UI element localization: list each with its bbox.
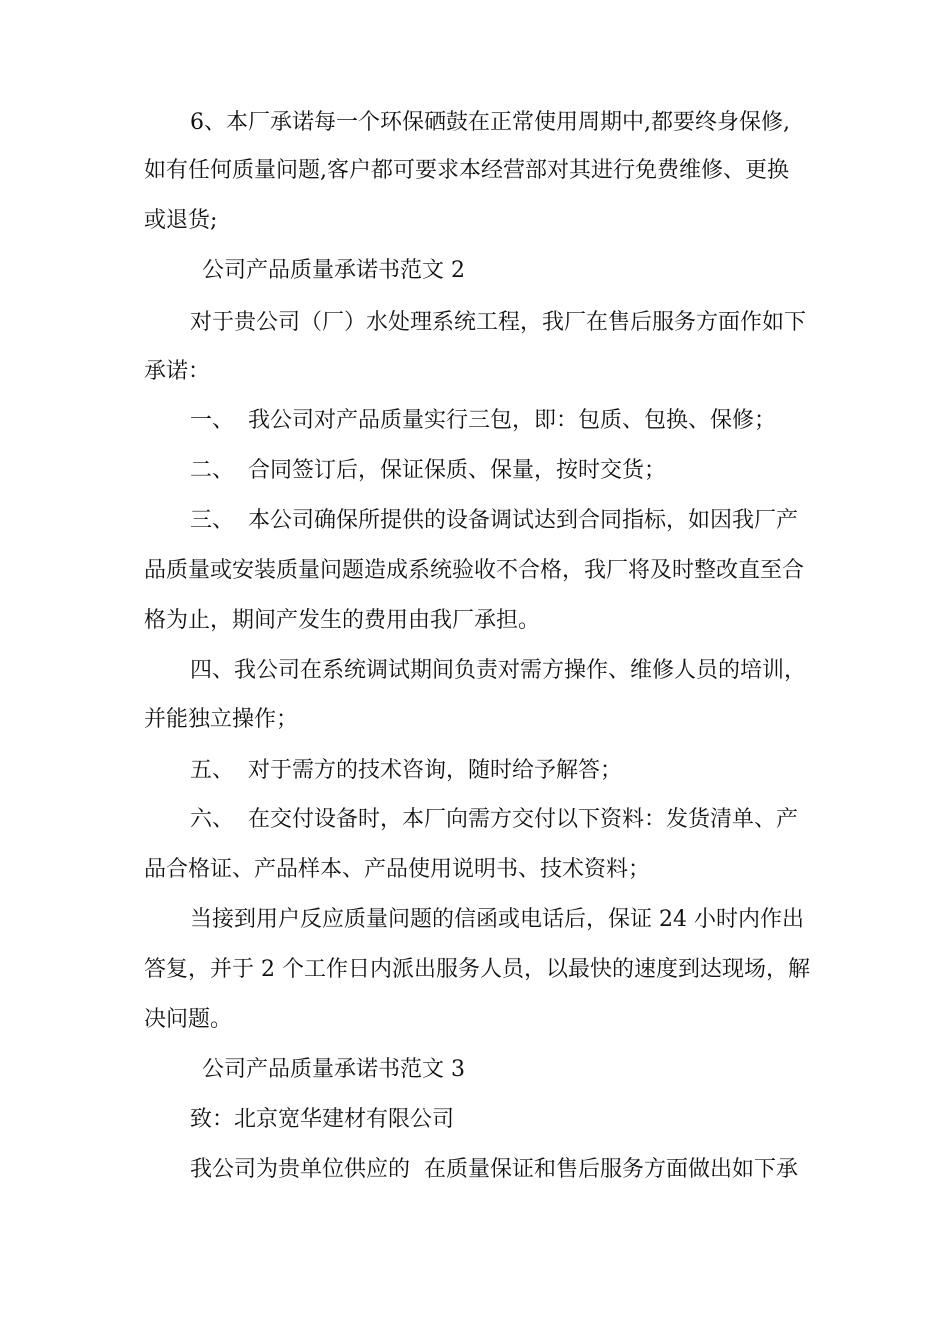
list-item: 四、我公司在系统调试期间负责对需方操作、维修人员的培训，	[190, 658, 807, 683]
paragraph-line: 承诺：	[144, 359, 211, 384]
paragraph-line: 答复，并于 2 个工作日内派出服务人员，以最快的速度到达现场，解	[144, 957, 810, 982]
list-item: 三、 本公司确保所提供的设备调试达到合同指标，如因我厂产	[190, 508, 798, 533]
paragraph-line: 品质量或安装质量问题造成系统验收不合格，我厂将及时整改直至合	[144, 558, 805, 583]
paragraph-line: 6、本厂承诺每一个环保硒鼓在正常使用周期中,都要终身保修,	[190, 110, 790, 135]
paragraph-line: 我公司为贵单位供应的 在质量保证和售后服务方面做出如下承	[190, 1157, 798, 1182]
paragraph-line: 格为止，期间产发生的费用由我厂承担。	[144, 608, 541, 633]
paragraph-line: 对于贵公司（厂）水处理系统工程，我厂在售后服务方面作如下	[190, 310, 807, 335]
list-item: 五、 对于需方的技术咨询，随时给予解答；	[190, 758, 622, 783]
paragraph-line: 品合格证、产品样本、产品使用说明书、技术资料；	[144, 857, 651, 882]
paragraph-line: 并能独立操作；	[144, 707, 299, 732]
list-item: 六、 在交付设备时，本厂向需方交付以下资料：发货清单、产	[190, 807, 798, 832]
section-heading: 公司产品质量承诺书范文 2	[202, 258, 465, 283]
paragraph-line: 如有任何质量问题,客户都可要求本经营部对其进行免费维修、更换	[144, 158, 789, 183]
paragraph-line: 决问题。	[144, 1007, 233, 1032]
section-heading: 公司产品质量承诺书范文 3	[202, 1057, 465, 1082]
paragraph-line: 当接到用户反应质量问题的信函或电话后，保证 24 小时内作出	[190, 907, 804, 932]
paragraph-line: 或退货;	[144, 208, 218, 233]
addressee-line: 致：北京宽华建材有限公司	[190, 1107, 455, 1132]
list-item: 一、 我公司对产品质量实行三包，即：包质、包换、保修；	[190, 408, 776, 433]
list-item: 二、 合同签订后，保证保质、保量，按时交货；	[190, 458, 666, 483]
